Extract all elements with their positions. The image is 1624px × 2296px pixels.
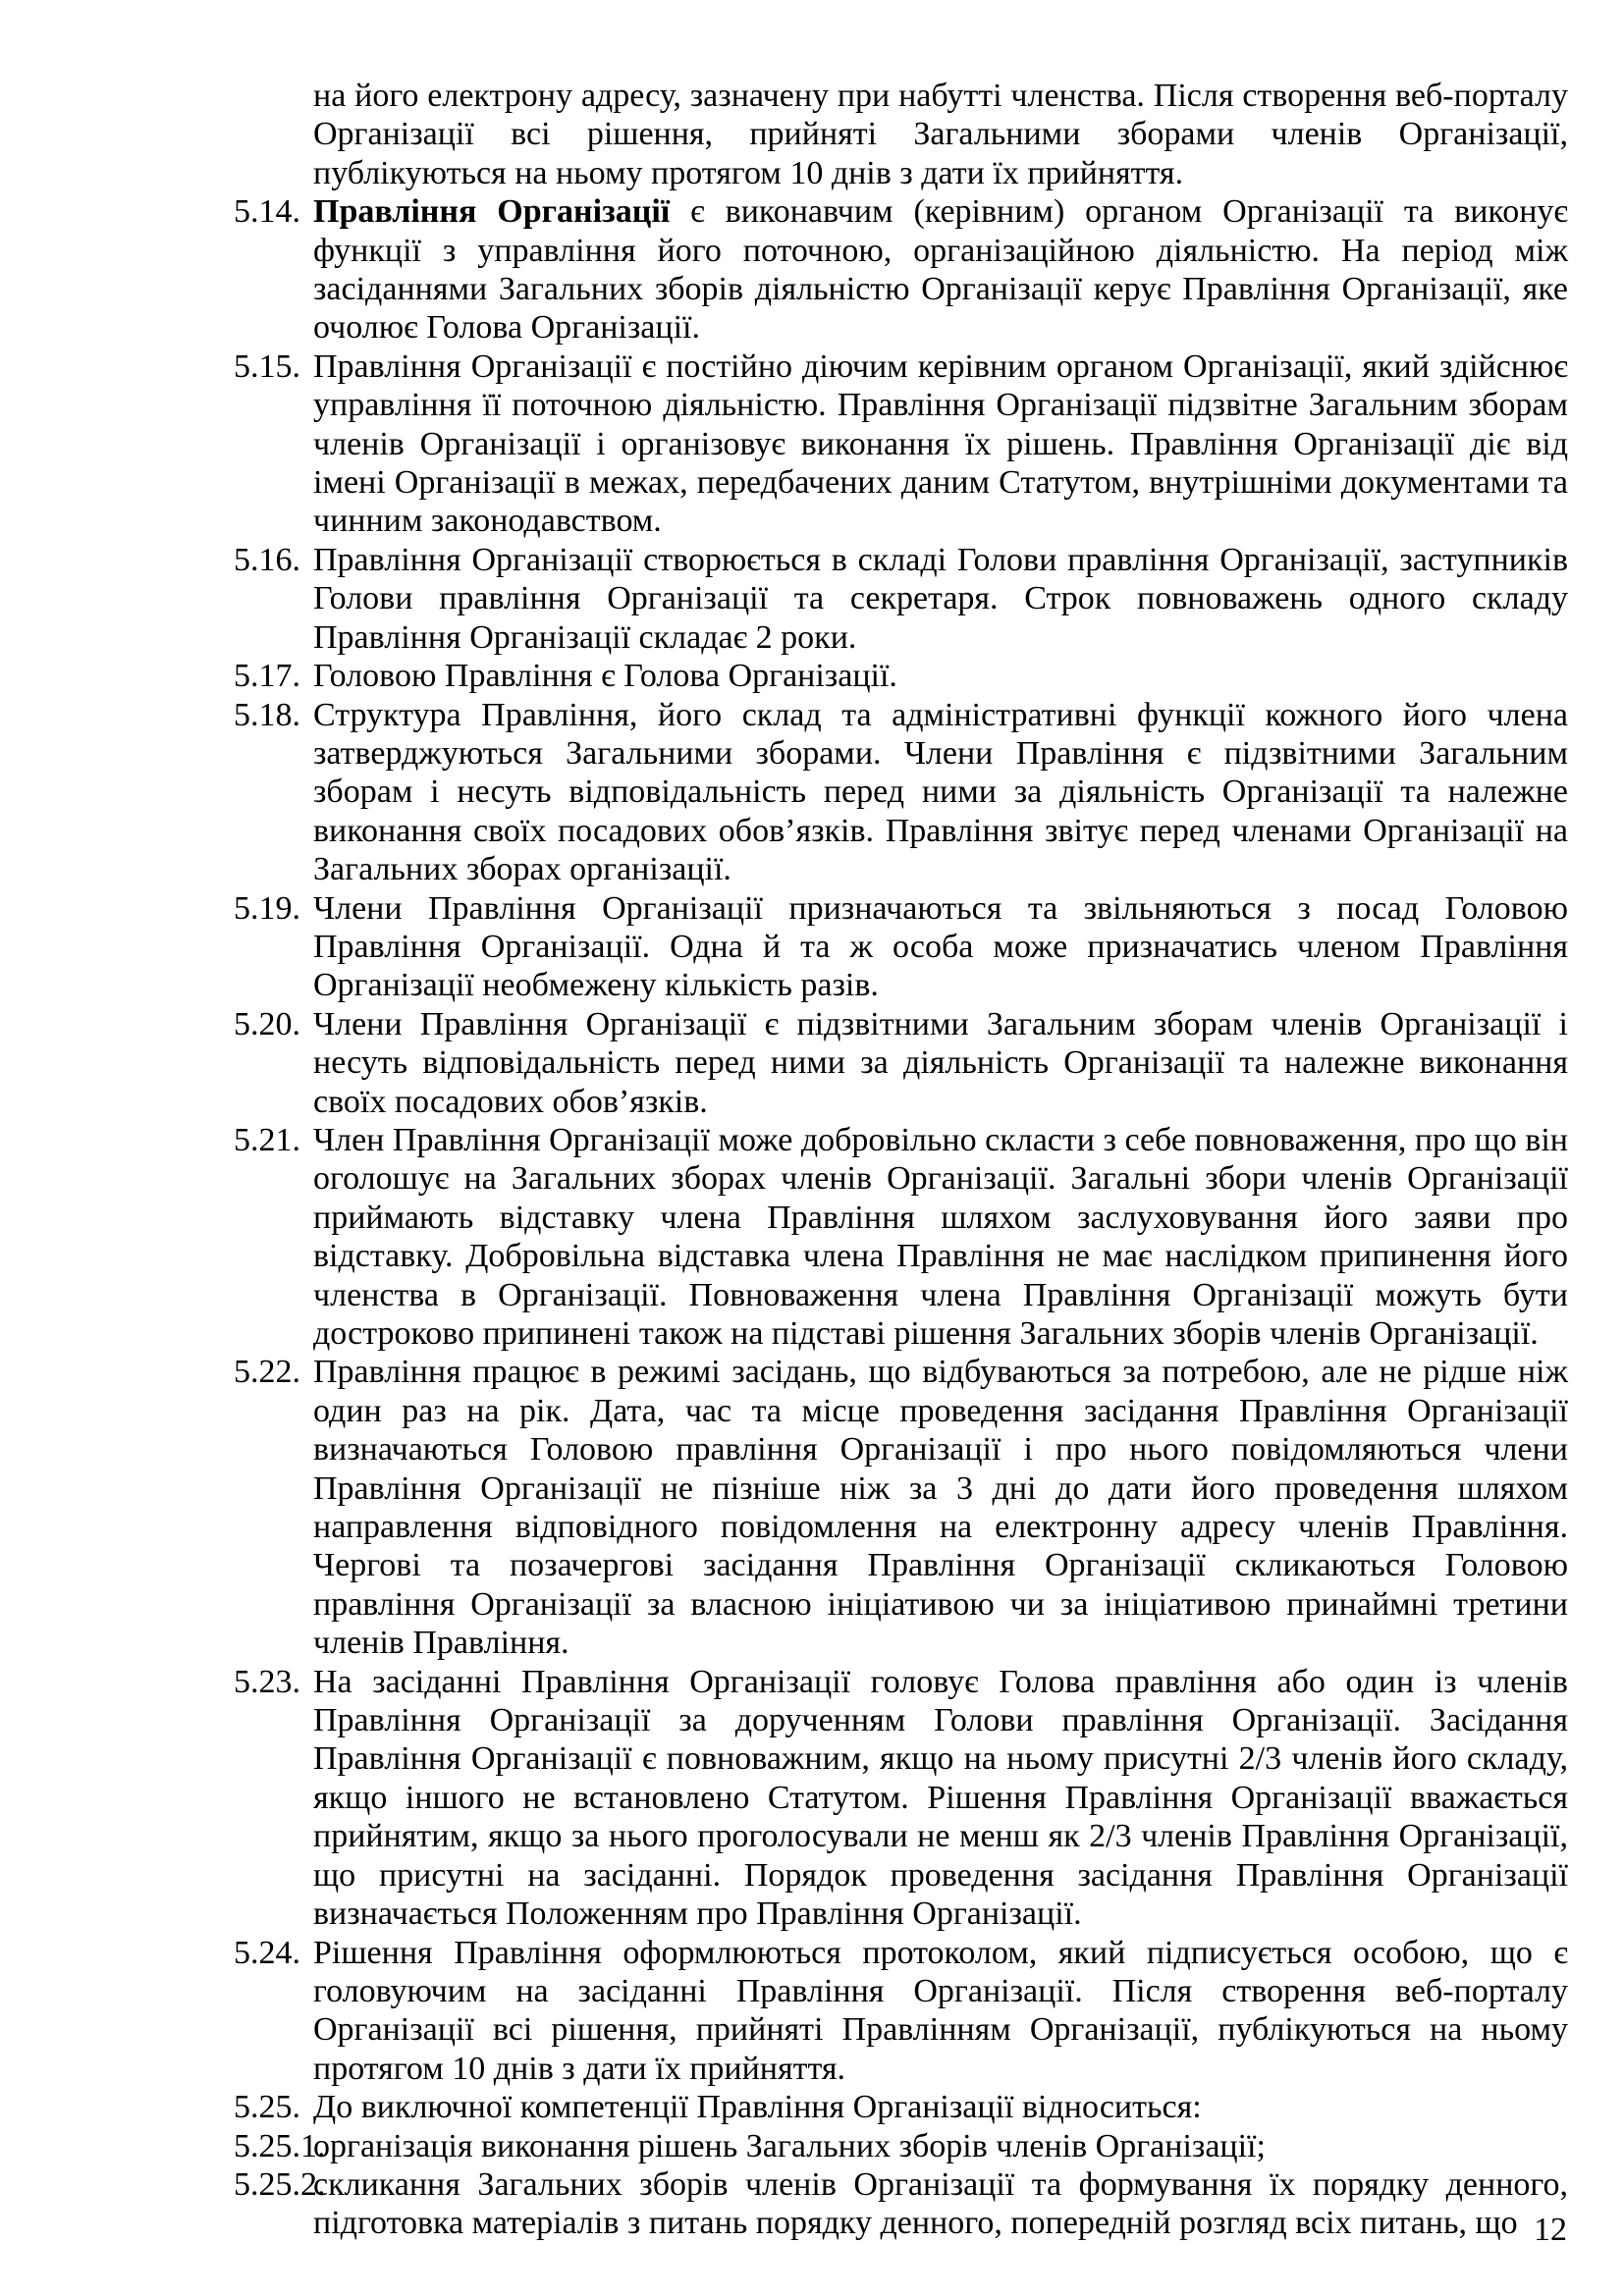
clause-text-rest: є виконавчим (керівним) органом Організації та виконує функції з управління його поточною, організаційною діяльністю. На період між засіданнями Загальних зборів діяльністю Організації керує Правління Організації, яке очолює Голова Організації. <box>313 193 1569 347</box>
clause-number: 5.17. <box>234 658 300 695</box>
clause-5-25-1 <box>234 2127 1568 2165</box>
clause-number: 5.23. <box>234 1663 300 1700</box>
clause-text: Правління Організації є постійно діючим керівним органом Організації, який здійснює управління її поточною діяльністю. Правління Організації підзвітне Загальним зборам членів Організації і організовує виконання їх рішень. Правління Організації діє від імені Організації в межах, передбачених даним Статутом, внутрішніми документами та чинним законодавством. <box>313 347 1568 540</box>
clause-number: 5.25.2. <box>234 2165 326 2203</box>
clause-text: Члени Правління Організації призначаються та звільняються з посад Головою Правління Організації. Одна й та ж особа може призначатись членом Правління Організації необмежену кількість разів. <box>313 889 1568 1004</box>
clause-number: 5.15. <box>234 347 300 385</box>
clause-text: Правління Організації створюється в складі Голови правління Організації, заступників Голови правління Організації та секретаря. Строк повноважень одного складу Правління Організації складає 2 роки. <box>313 541 1568 656</box>
clause-5-21 <box>234 1121 1568 1353</box>
clause-5-19 <box>234 889 1568 1005</box>
clause-5-17 <box>234 657 1568 695</box>
clause-number: 5.18. <box>234 696 300 733</box>
clause-5-22 <box>234 1353 1568 1662</box>
clause-5-25 <box>234 2088 1568 2126</box>
page-number: 12 <box>1534 2212 1567 2248</box>
clause-text: Структура Правління, його склад та адміністративні функції кожного його члена затверджуються Загальними зборами. Члени Правління є підзвітними Загальним зборам і несуть відповідальність перед ними за діяльність Організації та належне виконання своїх посадових обов’язків. Правління звітує перед членами Організації на Загальних зборах організації. <box>313 696 1568 888</box>
clause-text: На засіданні Правління Організації головує Голова правління або один із членів Правління Організації за дорученням Голови правління Організації. Засідання Правління Організації є повноважним, якщо на ньому присутні 2/3 членів його складу, якщо іншого не встановлено Статутом. Рішення Правління Організації вважається прийнятим, якщо за нього проголосували не менш як 2/3 членів Правління Організації, що присутні на засіданні. Порядок проведення засідання Правління Організації визначається Положенням про Правління Організації. <box>313 1663 1568 1933</box>
clause-5-15 <box>234 347 1568 541</box>
clause-text: Правління працює в режимі засідань, що відбуваються за потребою, але не рідше ніж один раз на рік. Дата, час та місце проведення засідання Правління Організації визначаються Головою правління Організації і про нього повідомляються члени Правління Організації не пізніше ніж за 3 дні до дати його проведення шляхом направлення відповідного повідомлення на електронну адресу членів Правління. Чергові та позачергові засідання Правління Організації скликаються Головою правління Організації за власною ініціативою чи за ініціативою принаймні третини членів Правління. <box>313 1354 1568 1662</box>
clause-number: 5.25. <box>234 2089 300 2126</box>
clause-5-16 <box>234 541 1568 657</box>
clause-number: 5.20. <box>234 1005 300 1042</box>
clause-text <box>313 192 1568 347</box>
clause-text: Члени Правління Організації є підзвітними Загальним зборам членів Організації і несуть відповідальність перед ними за діяльність Організації та належне виконання своїх посадових обов’язків. <box>313 1005 1568 1120</box>
clause-text: До виключної компетенції Правління Організації відноситься: <box>313 2089 1202 2126</box>
clause-text: організація виконання рішень Загальних зборів членів Організації; <box>313 2127 1266 2164</box>
clause-5-14 <box>234 192 1568 347</box>
clause-text: Рішення Правління оформлюються протоколом, який підписується особою, що є головуючим на засіданні Правління Організації. Після створення веб-порталу Організації всі рішення, прийняті Правлінням Організації, публікуються на ньому протягом 10 днів з дати їх прийняття. <box>313 1934 1568 2087</box>
clause-5-20 <box>234 1005 1568 1121</box>
clause-bold-term: Правління Організації <box>313 193 671 231</box>
clause-number: 5.22. <box>234 1354 300 1391</box>
clause-number: 5.14. <box>234 193 300 231</box>
clause-5-25-2 <box>234 2165 1568 2243</box>
clause-text: Член Правління Організації може добровільно скласти з себе повноваження, про що він оголошує на Загальних зборах членів Організації. Загальні збори членів Організації приймають відставку члена Правління шляхом заслуховування його заяви про відставку. Добровільна відставка члена Правління не має наслідком припинення його членства в Організації. Повноваження члена Правління Організації можуть бути достроково припинені також на підставі рішення Загальних зборів членів Організації. <box>313 1121 1568 1352</box>
clause-text: Головою Правління є Голова Організації. <box>313 658 897 695</box>
clause-number: 5.25.1. <box>234 2127 326 2164</box>
clause-5-18 <box>234 696 1568 889</box>
clause-number: 5.21. <box>234 1121 300 1158</box>
clause-5-23 <box>234 1663 1568 1934</box>
clause-text: скликання Загальних зборів членів Організації та формування їх порядку денного, підготовка матеріалів з питань порядку денного, попередній розгляд всіх питань, що <box>313 2165 1568 2242</box>
clause-number: 5.16. <box>234 541 300 578</box>
clause-5-24 <box>234 1934 1568 2089</box>
clause-number: 5.24. <box>234 1934 300 1971</box>
clause-number: 5.19. <box>234 889 300 927</box>
continuation-paragraph: на його електрону адресу, зазначену при набутті членства. Після створення веб-порталу Організації всі рішення, прийняті Загальними зборами членів Організації, публікуються на ньому протягом 10 днів з дати їх прийняття. <box>313 78 1568 191</box>
